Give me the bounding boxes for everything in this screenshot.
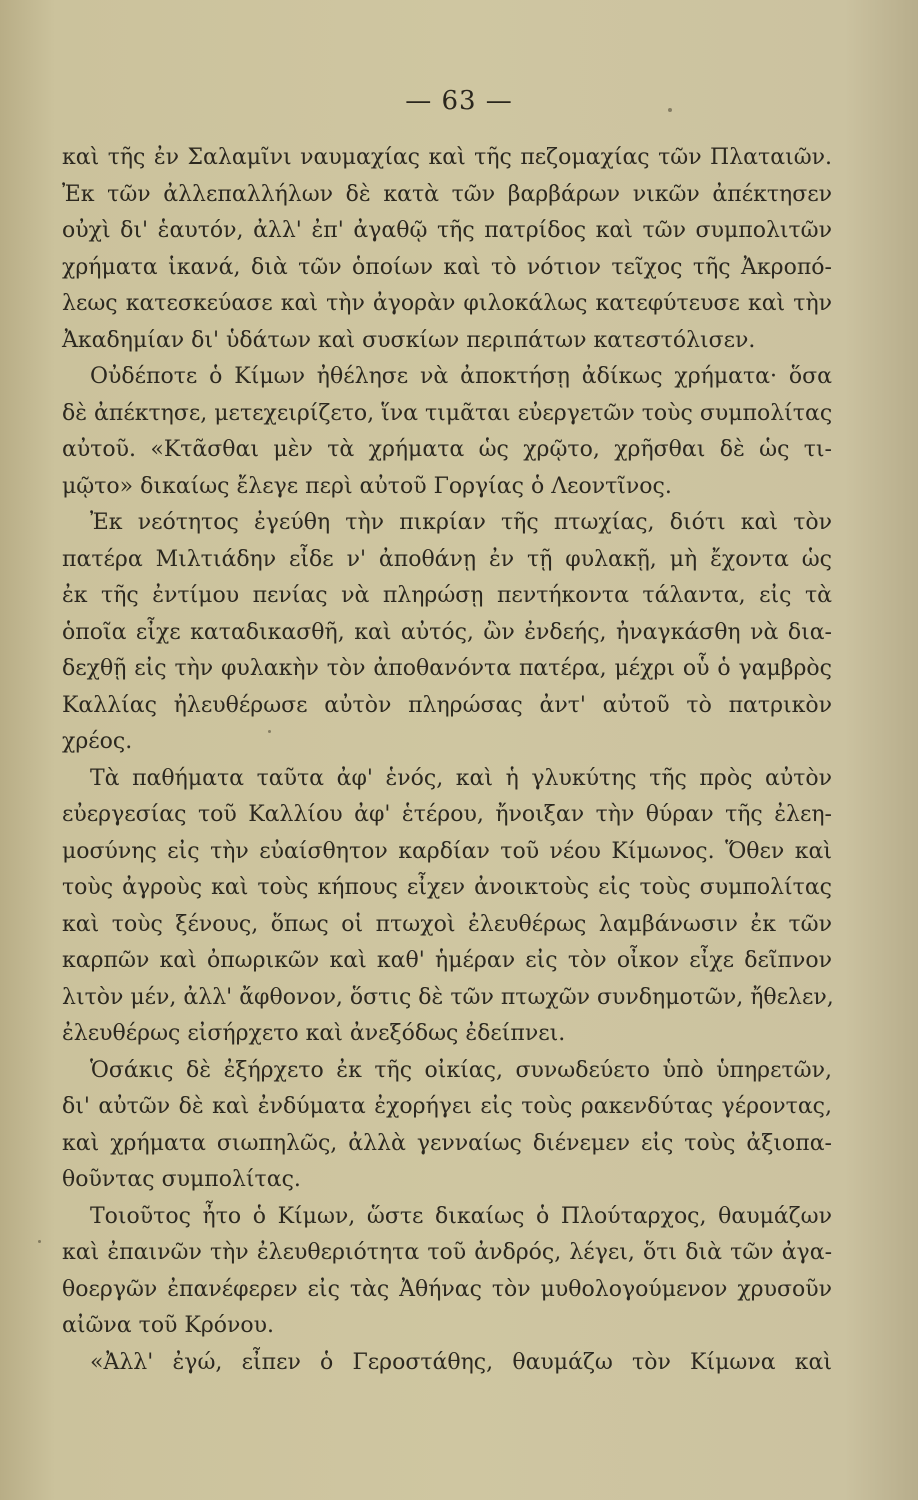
text-line: λιτὸν μέν, ἀλλ' ἄφθονον, ὅστις δὲ τῶν πτωχῶν συνδημοτῶν, ἤθελεν, bbox=[62, 984, 834, 1010]
paragraph-start: Τοιοῦτος ἦτο ὁ Κίμων, ὥστε δικαίως ὁ Πλούταρχος, θαυμάζων bbox=[90, 1203, 832, 1229]
text-line: ἐκ τῆς ἐντίμου πενίας νὰ πληρώσῃ πεντήκοντα τάλαντα, εἰς τὰ bbox=[62, 583, 832, 608]
text-line: καρπῶν καὶ ὀπωρικῶν καὶ καθ' ἡμέραν εἰς τὸν οἶκον εἶχε δεῖπνον bbox=[62, 948, 832, 973]
text-line: καὶ τοὺς ξένους, ὅπως οἱ πτωχοὶ ἐλευθέρως λαμβάνωσιν ἐκ τῶν bbox=[62, 911, 832, 937]
text-line: Ἐκ τῶν ἀλλεπαλλήλων δὲ κατὰ τῶν βαρβάρων νικῶν ἀπέκτησεν bbox=[62, 181, 832, 207]
body-text bbox=[62, 140, 832, 1381]
text-line: δὲ ἀπέκτησε, μετεχειρίζετο, ἵνα τιμᾶται εὐεργετῶν τοὺς συμπολίτας bbox=[62, 400, 833, 426]
paragraph-start: Τὰ παθήματα ταῦτα ἀφ' ἑνός, καὶ ἡ γλυκύτης τῆς πρὸς αὐτὸν bbox=[90, 765, 832, 791]
text-line: Καλλίας ἠλευθέρωσε αὐτὸν πληρώσας ἀντ' αὐτοῦ τὸ πατρικὸν bbox=[62, 692, 832, 718]
text-line: θοεργῶν ἐπανέφερεν εἰς τὰς Ἀθήνας τὸν μυθολογούμενον χρυσοῦν bbox=[62, 1276, 832, 1302]
text-line: δι' αὐτῶν δὲ καὶ ἐνδύματα ἐχορήγει εἰς τοὺς ρακενδύτας γέροντας, bbox=[62, 1094, 832, 1119]
text-line: θοῦντας συμπολίτας. bbox=[62, 1167, 301, 1192]
text-line: Ἀκαδημίαν δι' ὑδάτων καὶ συσκίων περιπάτων κατεστόλισεν. bbox=[62, 327, 756, 353]
text-line: δεχθῇ εἰς τὴν φυλακὴν τὸν ἀποθανόντα πατέρα, μέχρι οὗ ὁ γαμβρὸς bbox=[62, 656, 832, 681]
paper-speck bbox=[268, 730, 271, 733]
paper-speck bbox=[668, 108, 672, 112]
text-line: αὐτοῦ. «Κτᾶσθαι μὲν τὰ χρήματα ὡς χρῷτο, χρῆσθαι δὲ ὡς τι- bbox=[62, 437, 832, 462]
text-line: καὶ χρήματα σιωπηλῶς, ἀλλὰ γενναίως διένεμεν εἰς τοὺς ἀξιοπα- bbox=[62, 1130, 832, 1156]
paragraph-start: Ἐκ νεότητος ἐγεύθη τὴν πικρίαν τῆς πτωχίας, διότι καὶ τὸν bbox=[90, 510, 832, 535]
paragraph-start: Ὁσάκις δὲ ἐξήρχετο ἐκ τῆς οἰκίας, συνωδεύετο ὑπὸ ὑπηρετῶν, bbox=[90, 1057, 832, 1083]
paragraph-start: «Ἀλλ' ἐγώ, εἶπεν ὁ Γεροστάθης, θαυμάζω τὸν Κίμωνα καὶ bbox=[90, 1349, 832, 1375]
text-line: καὶ ἐπαινῶν τὴν ἐλευθεριότητα τοῦ ἀνδρός, λέγει, ὅτι διὰ τῶν ἀγα- bbox=[62, 1240, 832, 1265]
text-line: οὐχὶ δι' ἑαυτόν, ἀλλ' ἐπ' ἀγαθῷ τῆς πατρίδος καὶ τῶν συμπολιτῶν bbox=[62, 218, 832, 243]
text-line: εὐεργεσίας τοῦ Καλλίου ἀφ' ἑτέρου, ἤνοιξαν τὴν θύραν τῆς ἐλεη- bbox=[62, 802, 832, 827]
text-line: μῷτο» δικαίως ἔλεγε περὶ αὐτοῦ Γοργίας ὁ Λεοντῖνος. bbox=[62, 473, 672, 499]
text-line: ὁποῖα εἶχε καταδικασθῆ, καὶ αὐτός, ὢν ἐνδεής, ἠναγκάσθη νὰ δια- bbox=[62, 619, 832, 645]
text-line: αἰῶνα τοῦ Κρόνου. bbox=[62, 1313, 275, 1338]
paragraph-start: Οὐδέποτε ὁ Κίμων ἠθέλησε νὰ ἀποκτήσῃ ἀδίκως χρήματα· ὅσα bbox=[90, 364, 832, 389]
text-line: πατέρα Μιλτιάδην εἶδε ν' ἀποθάνῃ ἐν τῇ φυλακῇ, μὴ ἔχοντα ὡς bbox=[62, 546, 832, 572]
text-line: χρήματα ἱκανά, διὰ τῶν ὁποίων καὶ τὸ νότιον τεῖχος τῆς Ἀκροπό- bbox=[62, 254, 832, 280]
page-number: — 63 — bbox=[405, 86, 513, 116]
text-line: τοὺς ἀγροὺς καὶ τοὺς κήπους εἶχεν ἀνοικτοὺς εἰς τοὺς συμπολίτας bbox=[62, 875, 832, 900]
text-line: καὶ τῆς ἐν Σαλαμῖνι ναυμαχίας καὶ τῆς πεζομαχίας τῶν Πλαταιῶν. bbox=[62, 145, 832, 170]
text-line: ἐλευθέρως εἰσήρχετο καὶ ἀνεξόδως ἐδείπνει. bbox=[62, 1021, 566, 1046]
text-line: λεως κατεσκεύασε καὶ τὴν ἀγορὰν φιλοκάλως κατεφύτευσε καὶ τὴν bbox=[62, 291, 832, 316]
text-line: χρέος. bbox=[62, 729, 133, 754]
text-line: μοσύνης εἰς τὴν εὐαίσθητον καρδίαν τοῦ νέου Κίμωνος. Ὅθεν καὶ bbox=[62, 838, 832, 864]
paper-speck bbox=[38, 1240, 41, 1243]
